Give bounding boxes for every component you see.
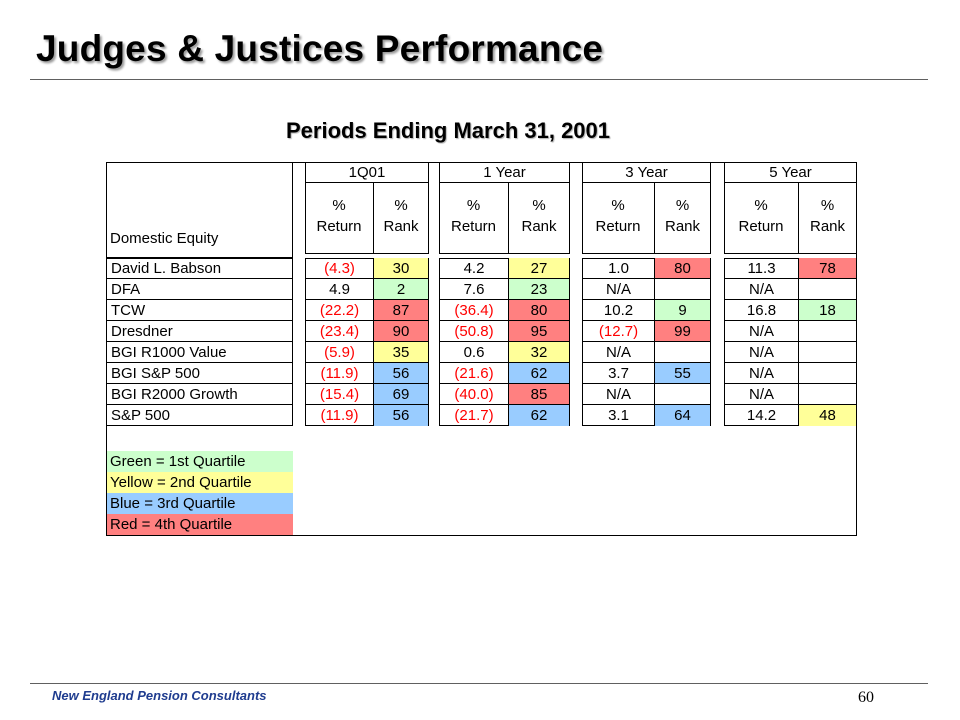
return-value: N/A — [725, 363, 798, 384]
fund-name: BGI R2000 Growth — [107, 384, 292, 405]
rank-column-header — [373, 195, 429, 237]
rank-value — [655, 279, 710, 300]
return-value: 3.7 — [583, 363, 654, 384]
quartile-legend-item: Yellow = 2nd Quartile — [107, 472, 293, 493]
return-header-line: Return — [738, 218, 784, 235]
return-value: 7.6 — [440, 279, 508, 300]
fund-name: David L. Babson — [107, 258, 292, 279]
rank-header-line: Rank — [809, 218, 846, 235]
return-value: (40.0) — [440, 384, 508, 405]
return-value: 16.8 — [725, 300, 798, 321]
rank-value: 99 — [655, 321, 710, 342]
return-value: (21.7) — [454, 407, 494, 424]
return-value: (15.4) — [306, 384, 373, 405]
return-header-line: Return — [450, 218, 497, 235]
rank-header-line: Rank — [383, 218, 419, 235]
rank-value: 80 — [509, 300, 569, 321]
rank-value: 35 — [374, 342, 428, 363]
return-value: 0.6 — [440, 342, 508, 363]
fund-name: Dresdner — [107, 321, 292, 342]
return-value: (22.2) — [306, 300, 373, 321]
table-subtitle: Periods Ending March 31, 2001 — [286, 118, 611, 143]
period-label: 3 Year — [582, 162, 711, 183]
rank-value: 85 — [509, 384, 569, 405]
page-number: 60 — [858, 689, 874, 706]
rank-value: 87 — [374, 300, 428, 321]
rank-value — [799, 363, 856, 384]
return-header-line: % — [754, 197, 768, 214]
rank-value: 80 — [655, 258, 710, 279]
rank-header-line: Rank — [521, 218, 557, 235]
return-value: (12.7) — [583, 321, 654, 342]
rank-value: 62 — [509, 405, 569, 426]
return-header-line: % — [332, 197, 346, 214]
quartile-legend-item: Blue = 3rd Quartile — [107, 493, 293, 514]
quartile-legend-item: Green = 1st Quartile — [107, 451, 293, 472]
rank-value — [799, 384, 856, 405]
rank-value: 69 — [374, 384, 428, 405]
period-label: 5 Year — [724, 162, 857, 183]
return-header-line: Return — [316, 218, 362, 235]
row-header-label: Domestic Equity — [110, 230, 219, 247]
return-header-line: % — [466, 197, 481, 214]
return-value: N/A — [583, 279, 654, 300]
rank-value — [655, 342, 710, 363]
rank-value — [799, 342, 856, 363]
rank-value: 78 — [799, 258, 856, 279]
return-value: N/A — [725, 279, 798, 300]
return-value: (4.3) — [306, 258, 373, 279]
return-value: (23.4) — [306, 321, 373, 342]
return-value: 4.2 — [440, 258, 508, 279]
rank-value: 55 — [655, 363, 710, 384]
rank-value: 30 — [374, 258, 428, 279]
return-value: N/A — [725, 342, 798, 363]
rank-value: 56 — [374, 405, 428, 426]
rank-value: 62 — [509, 363, 569, 384]
rank-value: 9 — [655, 300, 710, 321]
rank-header-line: % — [394, 197, 408, 214]
return-value: (5.9) — [306, 342, 373, 363]
return-value: 3.1 — [608, 407, 629, 424]
rank-column-header — [798, 195, 857, 237]
fund-name: S&P 500 — [111, 407, 170, 424]
return-value: (50.8) — [440, 321, 508, 342]
return-column-header — [724, 195, 798, 237]
return-value: 14.2 — [746, 407, 777, 424]
rank-value: 64 — [655, 405, 710, 426]
return-value: (11.9) — [320, 407, 359, 424]
rank-value — [655, 384, 710, 405]
rank-value: 27 — [509, 258, 569, 279]
return-value: N/A — [725, 384, 798, 405]
return-column-header — [305, 195, 373, 237]
rank-value: 95 — [509, 321, 569, 342]
rank-header-line: % — [675, 197, 690, 214]
return-value: 1.0 — [583, 258, 654, 279]
period-label: 1 Year — [439, 162, 570, 183]
return-value: (21.6) — [440, 363, 508, 384]
rank-value: 32 — [509, 342, 569, 363]
period-label: 1Q01 — [305, 162, 429, 183]
return-header-line: % — [611, 197, 625, 214]
rank-value: 2 — [374, 279, 428, 300]
return-value: 10.2 — [583, 300, 654, 321]
return-value: N/A — [583, 342, 654, 363]
footer-org: New England Pension Consultants — [52, 688, 267, 703]
fund-name: TCW — [107, 300, 292, 321]
title-divider — [30, 79, 928, 80]
rank-value: 23 — [509, 279, 569, 300]
rank-value — [799, 321, 856, 342]
return-value: 4.9 — [306, 279, 373, 300]
fund-name: DFA — [107, 279, 292, 300]
rank-value: 56 — [374, 363, 428, 384]
rank-value: 18 — [799, 300, 856, 321]
return-header-line: Return — [595, 218, 641, 235]
rank-column-header — [654, 195, 711, 237]
rank-value: 90 — [374, 321, 428, 342]
page-title: Judges & Justices Performance — [36, 28, 604, 69]
fund-name: BGI S&P 500 — [107, 363, 292, 384]
rank-value — [799, 279, 856, 300]
footer-divider — [30, 683, 928, 684]
return-value: N/A — [583, 384, 654, 405]
rank-header-line: % — [820, 197, 835, 214]
rank-value: 48 — [799, 405, 856, 426]
return-value: (11.9) — [306, 363, 373, 384]
return-value: N/A — [725, 321, 798, 342]
return-value: (36.4) — [440, 300, 508, 321]
return-value: 11.3 — [725, 258, 798, 279]
return-column-header — [582, 195, 654, 237]
rank-column-header — [508, 195, 570, 237]
fund-name: BGI R1000 Value — [107, 342, 292, 363]
quartile-legend-item: Red = 4th Quartile — [107, 514, 293, 535]
return-column-header — [439, 195, 508, 237]
rank-header-line: Rank — [664, 218, 701, 235]
rank-header-line: % — [532, 197, 546, 214]
